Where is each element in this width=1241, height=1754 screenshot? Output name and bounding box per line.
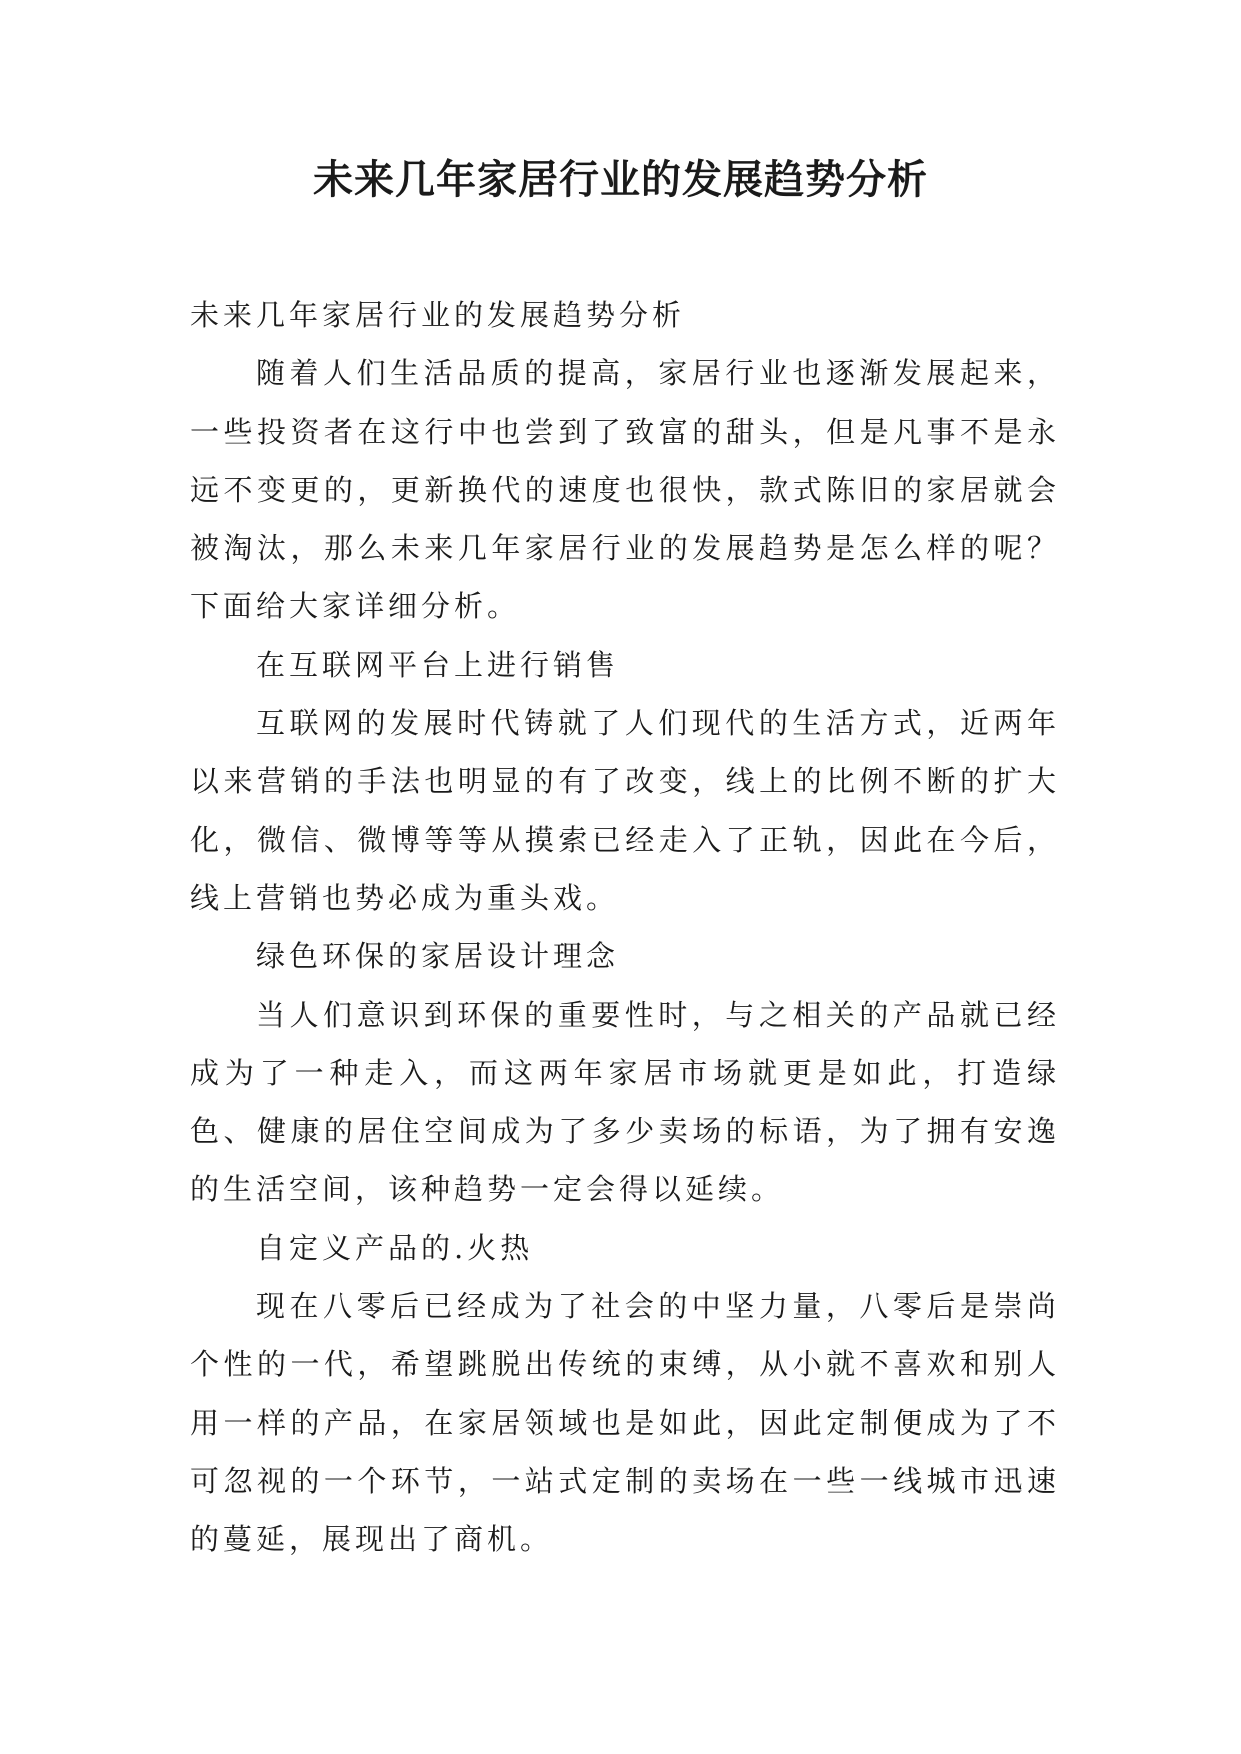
intro-paragraph: 随着人们生活品质的提高，家居行业也逐渐发展起来，一些投资者在这行中也尝到了致富的甜头，但是凡事不是永远不变更的，更新换代的速度也很快，款式陈旧的家居就会被淘汰，那么未来几年家居行业的发展趋势是怎么样的呢？下面给大家详细分析。 [190, 356, 1060, 624]
online-sales-paragraph: 互联网的发展时代铸就了人们现代的生活方式，近两年以来营销的手法也明显的有了改变，线上的比例不断的扩大化，微信、微博等等从摸索已经走入了正轨，因此在今后，线上营销也势必成为重头戏。 [190, 706, 1060, 915]
section-heading-online-sales: 在互联网平台上进行销售 [256, 647, 620, 682]
document-title: 未来几年家居行业的发展趋势分析 [313, 157, 928, 203]
intro-heading-paragraph: 未来几年家居行业的发展趋势分析 [190, 298, 686, 332]
green-design-paragraph: 当人们意识到环保的重要性时，与之相关的产品就已经成为了一种走入，而这两年家居市场就更是如此，打造绿色、健康的居住空间成为了多少卖场的标语，为了拥有安逸的生活空间，该种趋势一定会得以延续。 [190, 997, 1060, 1207]
section-heading-custom-products: 自定义产品的.火热 [256, 1230, 534, 1265]
section-heading-green-design: 绿色环保的家居设计理念 [256, 939, 620, 974]
document-body [190, 286, 1060, 1569]
custom-products-paragraph: 现在八零后已经成为了社会的中坚力量，八零后是崇尚个性的一代，希望跳脱出传统的束缚，从小就不喜欢和别人用一样的产品，在家居领域也是如此，因此定制便成为了不可忽视的一个环节，一站式定制的卖场在一些一线城市迅速的蔓延，展现出了商机。 [190, 1289, 1060, 1557]
